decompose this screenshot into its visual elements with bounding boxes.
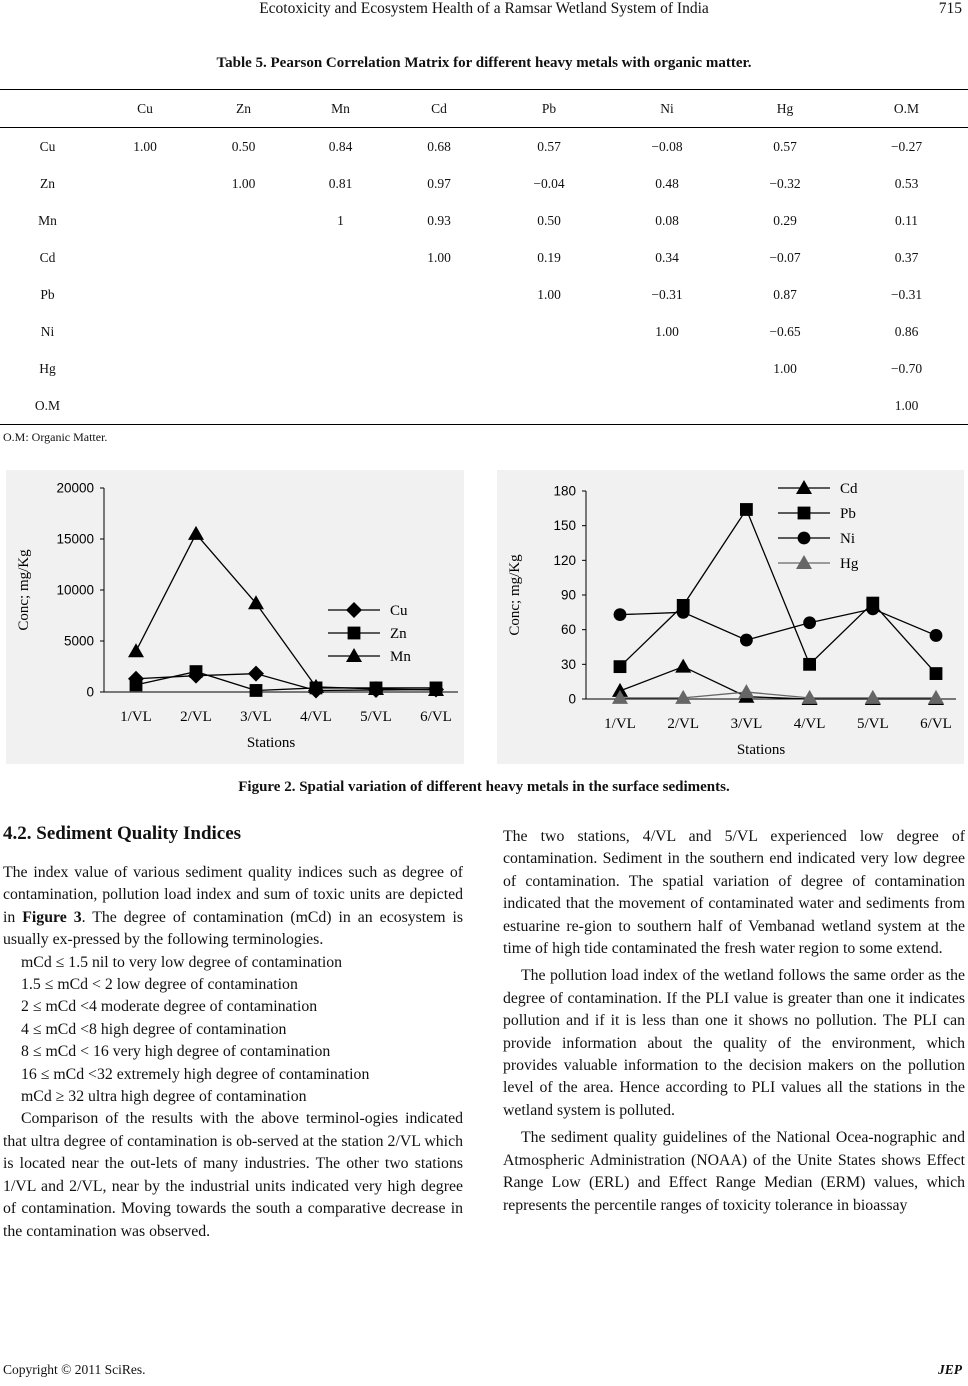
table-cell: 1.00: [427, 249, 451, 265]
x-tick-label: 1/VL: [120, 709, 152, 725]
column-header: Pb: [489, 90, 609, 128]
y-tick-label: 15000: [56, 531, 94, 547]
circle-marker: [930, 629, 943, 642]
x-axis-title: Stations: [736, 742, 786, 758]
table-header-row: [0, 90, 968, 128]
table-cell: [95, 313, 195, 350]
x-tick-label: 2/VL: [667, 716, 700, 732]
figure-svg: [6, 470, 964, 764]
footer: [3, 1362, 965, 1378]
table-row: [0, 313, 968, 350]
row-label: Pb: [40, 286, 55, 302]
x-tick-label: 3/VL: [240, 709, 272, 725]
x-axis-title: Stations: [246, 735, 296, 751]
list-item: 4 ≤ mCd <8 high degree of contamination: [21, 1020, 287, 1038]
contamination-list: [3, 952, 463, 1109]
circle-marker: [803, 616, 816, 629]
column-header: Mn: [292, 90, 389, 128]
column-header: [0, 90, 95, 128]
x-tick-label: 5/VL: [360, 709, 392, 725]
right-paragraph-2: The pollution load index of the wetland follows the same order as the degree of contamination. If the PLI value is greater than one it indicates pollution and if it is less than one it shows no pollution. The PLI can provide information about the quality of the environment, which provides valuable information to the decision makers on the pollution level of the area. Hence according to PLI values all the stations in the wetland system is polluted.: [503, 967, 965, 1119]
y-tick-label: 150: [553, 518, 576, 534]
x-tick-label: 2/VL: [180, 709, 212, 725]
square-marker: [798, 507, 811, 520]
x-tick-label: 5/VL: [856, 716, 889, 732]
row-label: Cd: [39, 249, 56, 265]
y-tick-label: 10000: [56, 582, 94, 598]
table-cell: [195, 313, 292, 350]
circle-marker: [614, 608, 627, 621]
table-cell: [389, 350, 489, 387]
page-number: 715: [938, 0, 962, 17]
table-cell: −0.04: [533, 175, 565, 191]
left-paragraph-1: The index value of various sediment quality indices such as degree of contamination, pollution load index and sum of toxic units are depicted in Figure 3. The degree of contamination (mCd) in an ecosystem is usually ex-pressed by the following terminologies.: [3, 864, 463, 949]
table-cell: 0.93: [427, 212, 451, 228]
y-tick-label: 180: [553, 483, 576, 499]
circle-marker: [866, 602, 879, 615]
table-body: [0, 128, 968, 425]
row-label: Zn: [40, 175, 55, 191]
table-cell: 0.50: [537, 212, 561, 228]
table-cell: 0.97: [427, 175, 451, 191]
table-cell: 0.11: [894, 212, 919, 228]
y-tick-label: 120: [553, 552, 576, 568]
square-marker: [803, 658, 816, 671]
square-marker: [614, 660, 627, 673]
y-tick-label: 5000: [63, 633, 94, 649]
table-cell: 1.00: [133, 138, 157, 154]
table-row: [0, 276, 968, 313]
table-cell: −0.31: [890, 286, 923, 302]
x-tick-label: 4/VL: [300, 709, 332, 725]
x-tick-label: 3/VL: [730, 716, 763, 732]
square-marker: [930, 667, 943, 680]
legend-label: Pb: [840, 506, 856, 522]
right-paragraph-1: The two stations, 4/VL and 5/VL experienced low degree of contamination. Sediment in the southern end indicated very low degree of contamination. The spatial variation of degree of contamination indicated that the movement of contaminated water and sediments from estuarine re-gion to southern half of Vembanad wetland system at the time of high tide contaminated the fresh water region to some extend.: [503, 828, 965, 958]
table-cell: [95, 202, 195, 239]
table-cell: 0.86: [894, 323, 919, 339]
table-cell: [609, 350, 725, 387]
column-header: Hg: [725, 90, 845, 128]
circle-marker: [798, 532, 811, 545]
y-tick-label: 90: [560, 587, 576, 603]
table-cell: −0.70: [890, 360, 923, 376]
table-row: [0, 350, 968, 387]
table-cell: 0.57: [537, 138, 561, 154]
table-row: [0, 239, 968, 276]
table-cell: 1.00: [845, 387, 968, 425]
row-label: Cu: [39, 138, 56, 154]
table-cell: [725, 387, 845, 425]
table-cell: 1.00: [537, 286, 561, 302]
table-cell: [95, 276, 195, 313]
table-cell: 0.53: [894, 175, 919, 191]
table-cell: [389, 387, 489, 425]
table-cell: [195, 276, 292, 313]
table-cell: [292, 387, 389, 425]
table-cell: [489, 313, 609, 350]
figure-2: [6, 470, 964, 764]
figure-caption: Figure 2. Spatial variation of different heavy metals in the surface sediments.: [238, 779, 730, 795]
table-cell: 0.29: [773, 212, 797, 228]
table-cell: 0.48: [655, 175, 679, 191]
legend-label: Cd: [840, 481, 858, 497]
table-cell: [95, 239, 195, 276]
list-item: 1.5 ≤ mCd < 2 low degree of contamination: [21, 976, 298, 994]
column-header: O.M: [845, 90, 968, 128]
table-cell: 1.00: [773, 360, 797, 376]
table-cell: [195, 239, 292, 276]
column-header: Cd: [389, 90, 489, 128]
table-cell: 0.84: [328, 138, 353, 154]
table-cell: 0.08: [655, 212, 679, 228]
x-tick-label: 4/VL: [793, 716, 826, 732]
table-cell: [292, 350, 389, 387]
table-cell: [489, 387, 609, 425]
table-cell: [389, 276, 489, 313]
table-caption: Table 5. Pearson Correlation Matrix for different heavy metals with organic matter.: [216, 55, 752, 71]
legend-label: Zn: [390, 626, 407, 642]
x-tick-label: 6/VL: [920, 716, 952, 732]
table-cell: −0.32: [769, 175, 801, 191]
table-cell: −0.65: [769, 323, 801, 339]
table-cell: [292, 313, 389, 350]
journal-name: JEP: [937, 1362, 962, 1377]
legend-label: Mn: [390, 649, 411, 665]
table-row: [0, 202, 968, 239]
y-tick-label: 0: [86, 684, 94, 700]
list-item: 8 ≤ mCd < 16 very high degree of contamination: [21, 1043, 331, 1061]
row-label: O.M: [0, 387, 95, 425]
table-cell: 1.00: [231, 175, 256, 191]
row-label: Mn: [38, 212, 57, 228]
section-heading: 4.2. Sediment Quality Indices: [3, 823, 242, 844]
table-footnote: O.M: Organic Matter.: [3, 430, 108, 444]
y-axis-title: Conc; mg/Kg: [16, 549, 32, 631]
column-header: Zn: [195, 90, 292, 128]
y-tick-label: 30: [560, 656, 576, 672]
list-item: mCd ≤ 1.5 nil to very low degree of contamination: [21, 953, 343, 971]
row-label: Ni: [40, 323, 55, 339]
left-column: [3, 862, 463, 1243]
table-cell: [609, 387, 725, 425]
copyright: Copyright © 2011 SciRes.: [3, 1362, 146, 1377]
y-axis-title: Conc; mg/Kg: [507, 554, 523, 636]
table-row: [0, 128, 968, 166]
table-cell: [489, 350, 609, 387]
table-cell: [389, 313, 489, 350]
circle-marker: [740, 634, 753, 647]
legend-label: Ni: [840, 531, 855, 547]
left-paragraph-2: Comparison of the results with the above terminol-ogies indicated that ultra degree of contamination is ob-served at the station 2/VL which is located near the out-lets of many industries. The other two stations 1/VL and 2/VL, near by the industrial units indicated very high degree of contamination. Moving towards the south a comparative decrease in the contamination was observed.: [3, 1110, 463, 1240]
table-cell: 0.68: [427, 138, 451, 154]
square-marker: [740, 503, 753, 516]
y-tick-label: 0: [568, 691, 576, 707]
right-paragraph-3: The sediment quality guidelines of the National Ocea-nographic and Atmospheric Administration (NOAA) of the Unite States shows Effect Range Low (ERL) and Effect Range Median (ERM) values, which represents the percentile ranges of toxicity tolerance in bioassay: [503, 1129, 965, 1214]
right-column: [503, 826, 965, 1217]
table-cell: 0.19: [537, 249, 561, 265]
table-cell: 0.87: [773, 286, 797, 302]
table-cell: [95, 165, 195, 202]
running-title: Ecotoxicity and Ecosystem Health of a Ramsar Wetland System of India: [259, 0, 709, 17]
square-marker: [250, 684, 263, 697]
table-cell: −0.08: [651, 138, 683, 154]
table-cell: [195, 387, 292, 425]
legend-label: Cu: [390, 603, 408, 619]
table-cell: [292, 239, 389, 276]
y-tick-label: 20000: [56, 480, 94, 496]
list-item: 16 ≤ mCd <32 extremely high degree of contamination: [21, 1065, 370, 1083]
x-tick-label: 6/VL: [420, 709, 452, 725]
table-cell: 0.81: [328, 175, 353, 191]
column-header: Cu: [95, 90, 195, 128]
list-item: mCd ≥ 32 ultra high degree of contamination: [21, 1088, 307, 1106]
table-cell: 0.34: [655, 249, 679, 265]
y-tick-label: 60: [560, 622, 576, 638]
correlation-table: [0, 89, 968, 425]
table-cell: −0.07: [769, 249, 801, 265]
column-header: Ni: [609, 90, 725, 128]
table-cell: 0.37: [894, 249, 919, 265]
table-cell: [195, 350, 292, 387]
table-cell: [95, 350, 195, 387]
legend-label: Hg: [840, 556, 859, 572]
table-row: [0, 165, 968, 202]
list-item: 2 ≤ mCd <4 moderate degree of contamination: [21, 998, 318, 1016]
table-cell: −0.31: [651, 286, 683, 302]
table-cell: 0.50: [231, 138, 256, 154]
table-cell: −0.27: [890, 138, 923, 154]
x-tick-label: 1/VL: [604, 716, 636, 732]
row-label: Hg: [39, 360, 56, 376]
table-cell: 1.00: [655, 323, 679, 339]
table-row: [0, 387, 968, 425]
table-cell: [95, 387, 195, 425]
circle-marker: [677, 606, 690, 619]
table-cell: [195, 202, 292, 239]
table-cell: 1: [337, 212, 344, 228]
square-marker: [130, 678, 143, 691]
table-cell: 0.57: [773, 138, 797, 154]
square-marker: [348, 627, 361, 640]
table-cell: [292, 276, 389, 313]
running-head: [0, 0, 968, 22]
square-marker: [190, 665, 203, 678]
